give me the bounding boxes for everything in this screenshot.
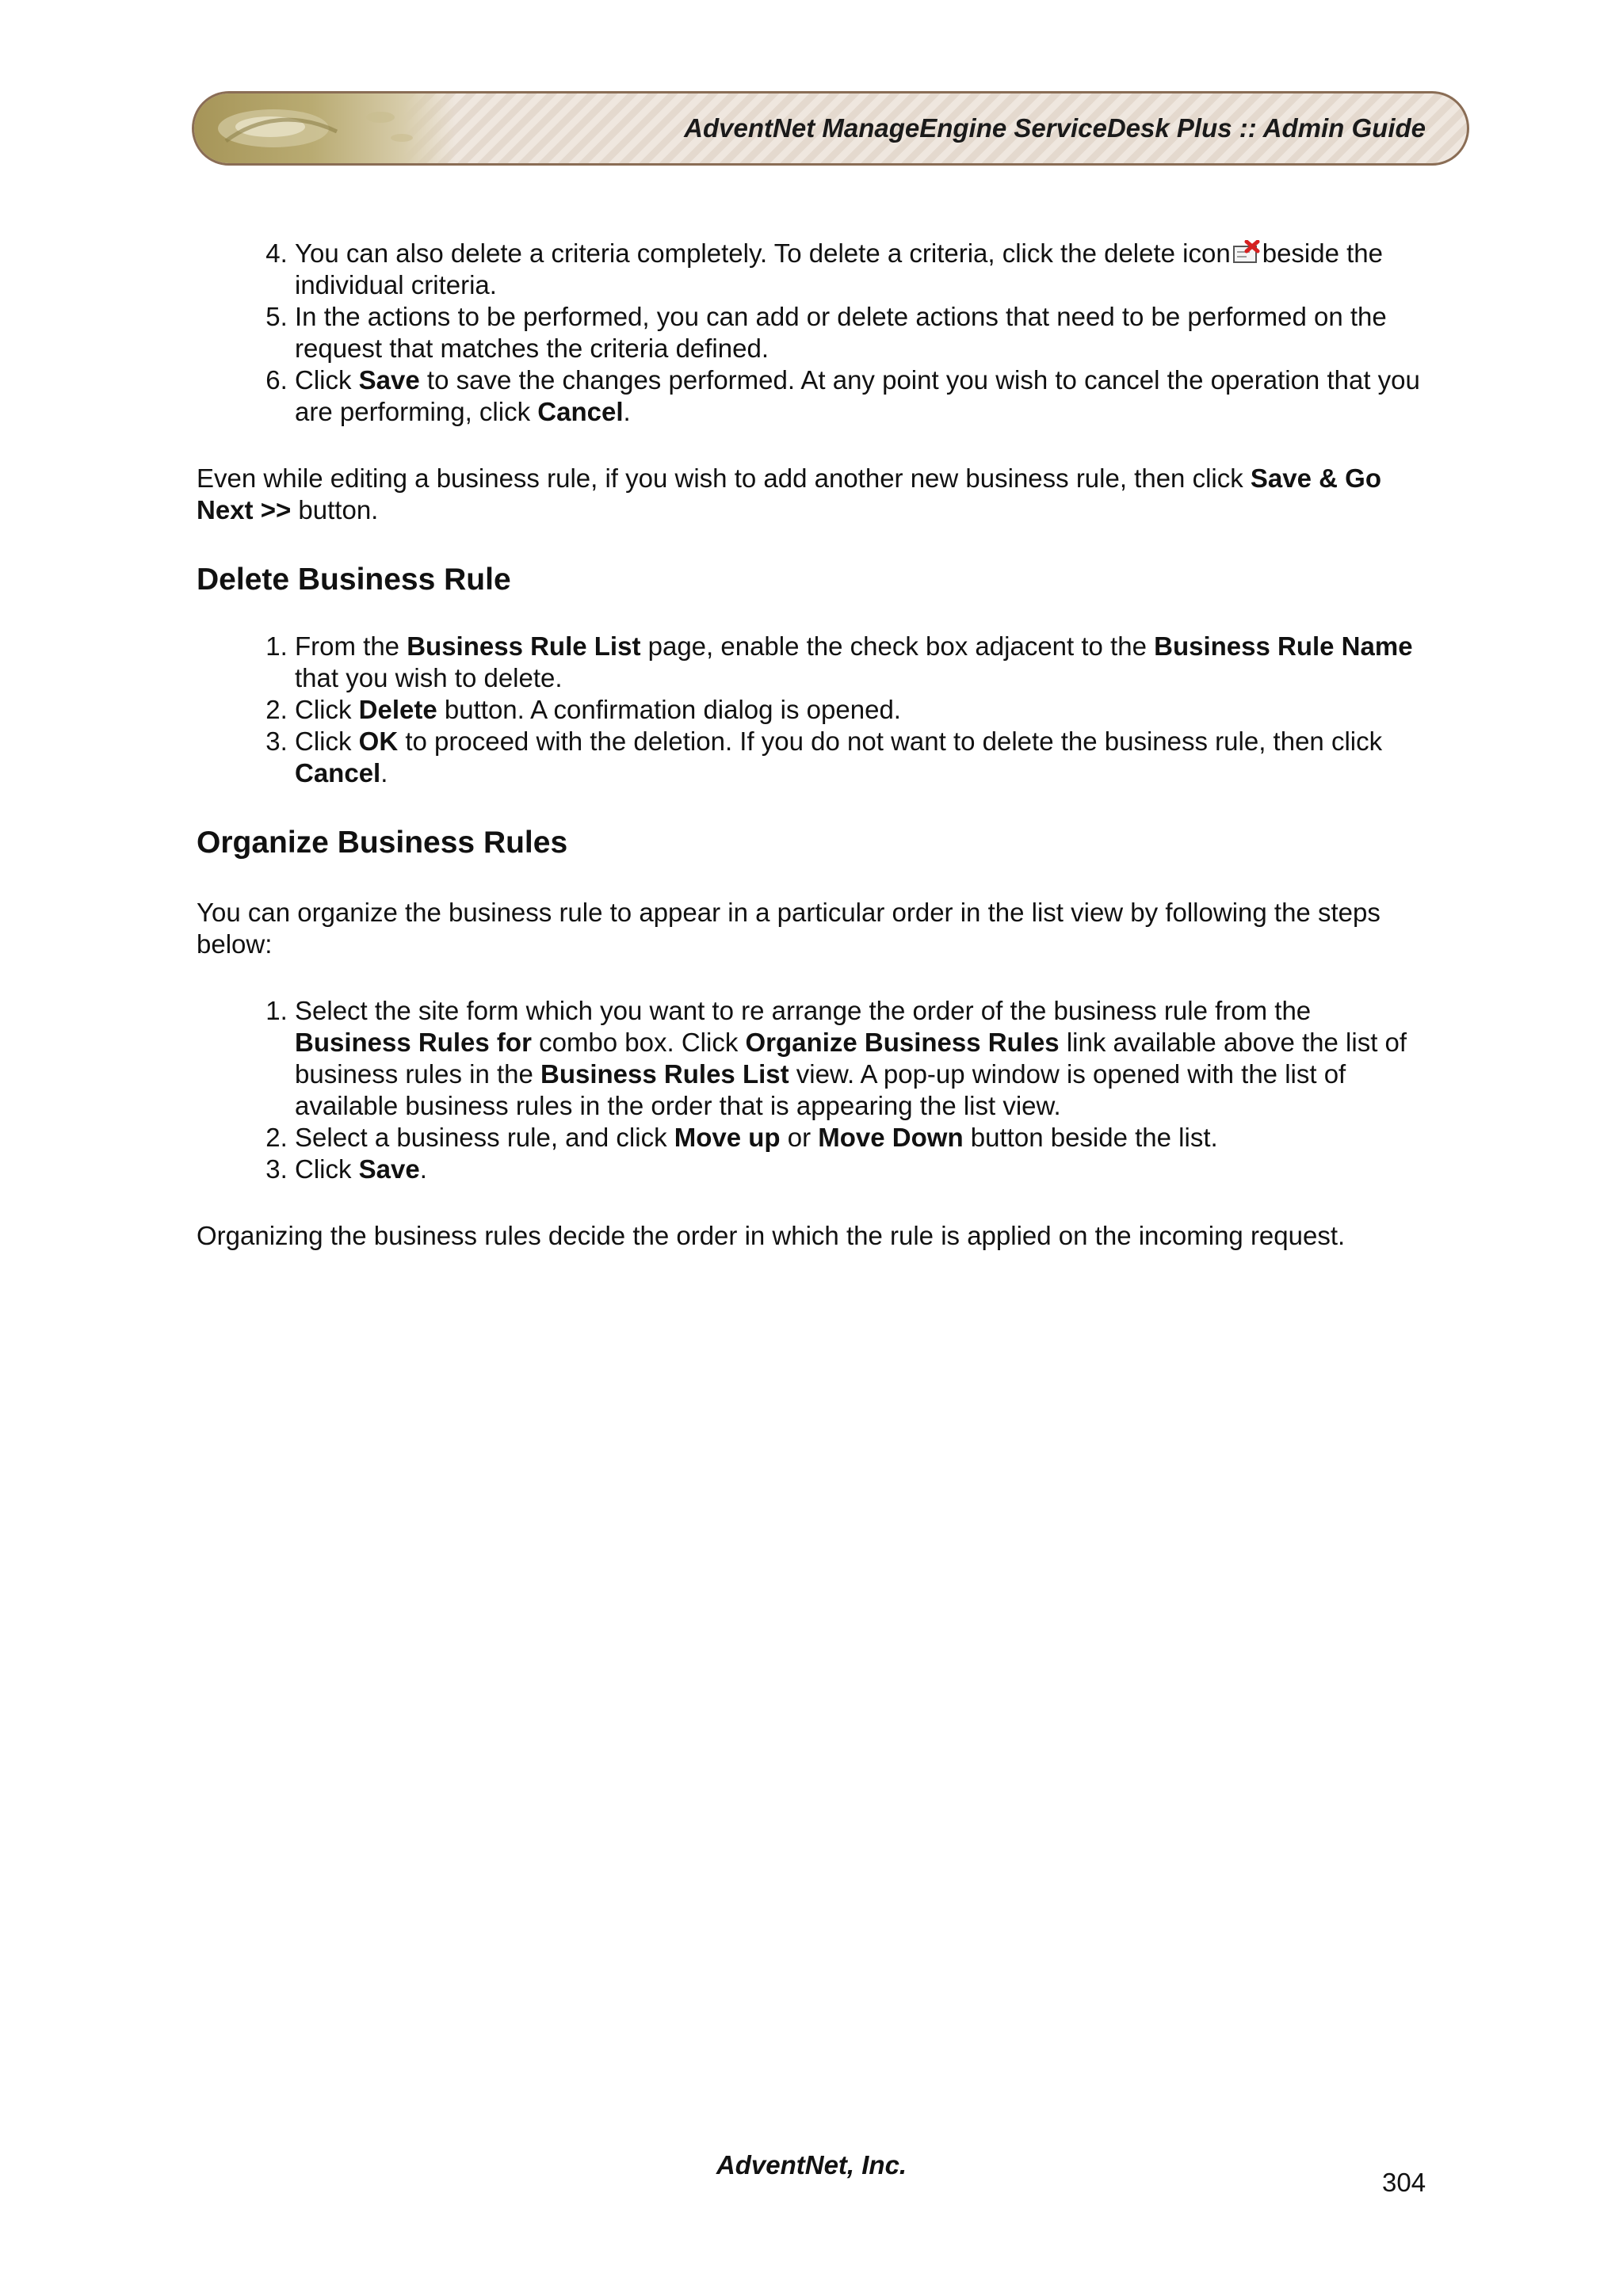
delete-step: 3. Click OK to proceed with the deletion. If you do not want to delete the business rule, then click Cancel. — [295, 726, 1433, 789]
delete-steps-list — [197, 631, 1433, 789]
page-number: 304 — [1382, 2168, 1426, 2197]
edit-note: Even while editing a business rule, if you wish to add another new business rule, then click Save & Go Next >> button. — [197, 463, 1381, 524]
footer-company: AdventNet, Inc. — [716, 2150, 907, 2180]
organize-step: 3. Click Save. — [295, 1154, 1433, 1185]
organize-closing: Organizing the business rules decide the order in which the rule is applied on the incoming request. — [197, 1221, 1346, 1250]
page-header-banner — [192, 91, 1469, 166]
edit-step-5: 5. In the actions to be performed, you can add or delete actions that need to be performed on the request that matches the criteria defined. — [295, 301, 1433, 364]
delete-step: 2. Click Delete button. A confirmation dialog is opened. — [295, 694, 1433, 726]
delete-step: 1. From the Business Rule List page, enable the check box adjacent to the Business Rule Name that you wish to delete. — [295, 631, 1433, 694]
header-decoration — [194, 93, 456, 163]
organize-steps-list — [197, 995, 1433, 1185]
edit-step-4: 4. You can also delete a criteria completely. To delete a criteria, click the delete icon beside the individual criteria. — [295, 238, 1433, 301]
organize-section-heading: Organize Business Rules — [197, 826, 568, 860]
header-title: AdventNet ManageEngine ServiceDesk Plus :: Admin Guide — [684, 113, 1426, 143]
delete-icon — [1232, 240, 1261, 265]
organize-step: 1. Select the site form which you want to re arrange the order of the business rule from the Business Rules for combo box. Click Organize Business Rules link available above the list of business rules in the Business Rules List view. A pop-up window is opened with the list of available business rules in the order that is appearing the list view. — [295, 995, 1433, 1122]
edit-steps-list — [197, 238, 1433, 428]
delete-section-heading: Delete Business Rule — [197, 563, 511, 597]
edit-step-6: 6. Click Save to save the changes performed. At any point you wish to cancel the operation that you are performing, click Cancel. — [295, 364, 1433, 428]
document-body — [197, 238, 1433, 1252]
organize-intro: You can organize the business rule to appear in a particular order in the list view by following the steps below: — [197, 898, 1381, 959]
organize-step: 2. Select a business rule, and click Move up or Move Down button beside the list. — [295, 1122, 1433, 1154]
